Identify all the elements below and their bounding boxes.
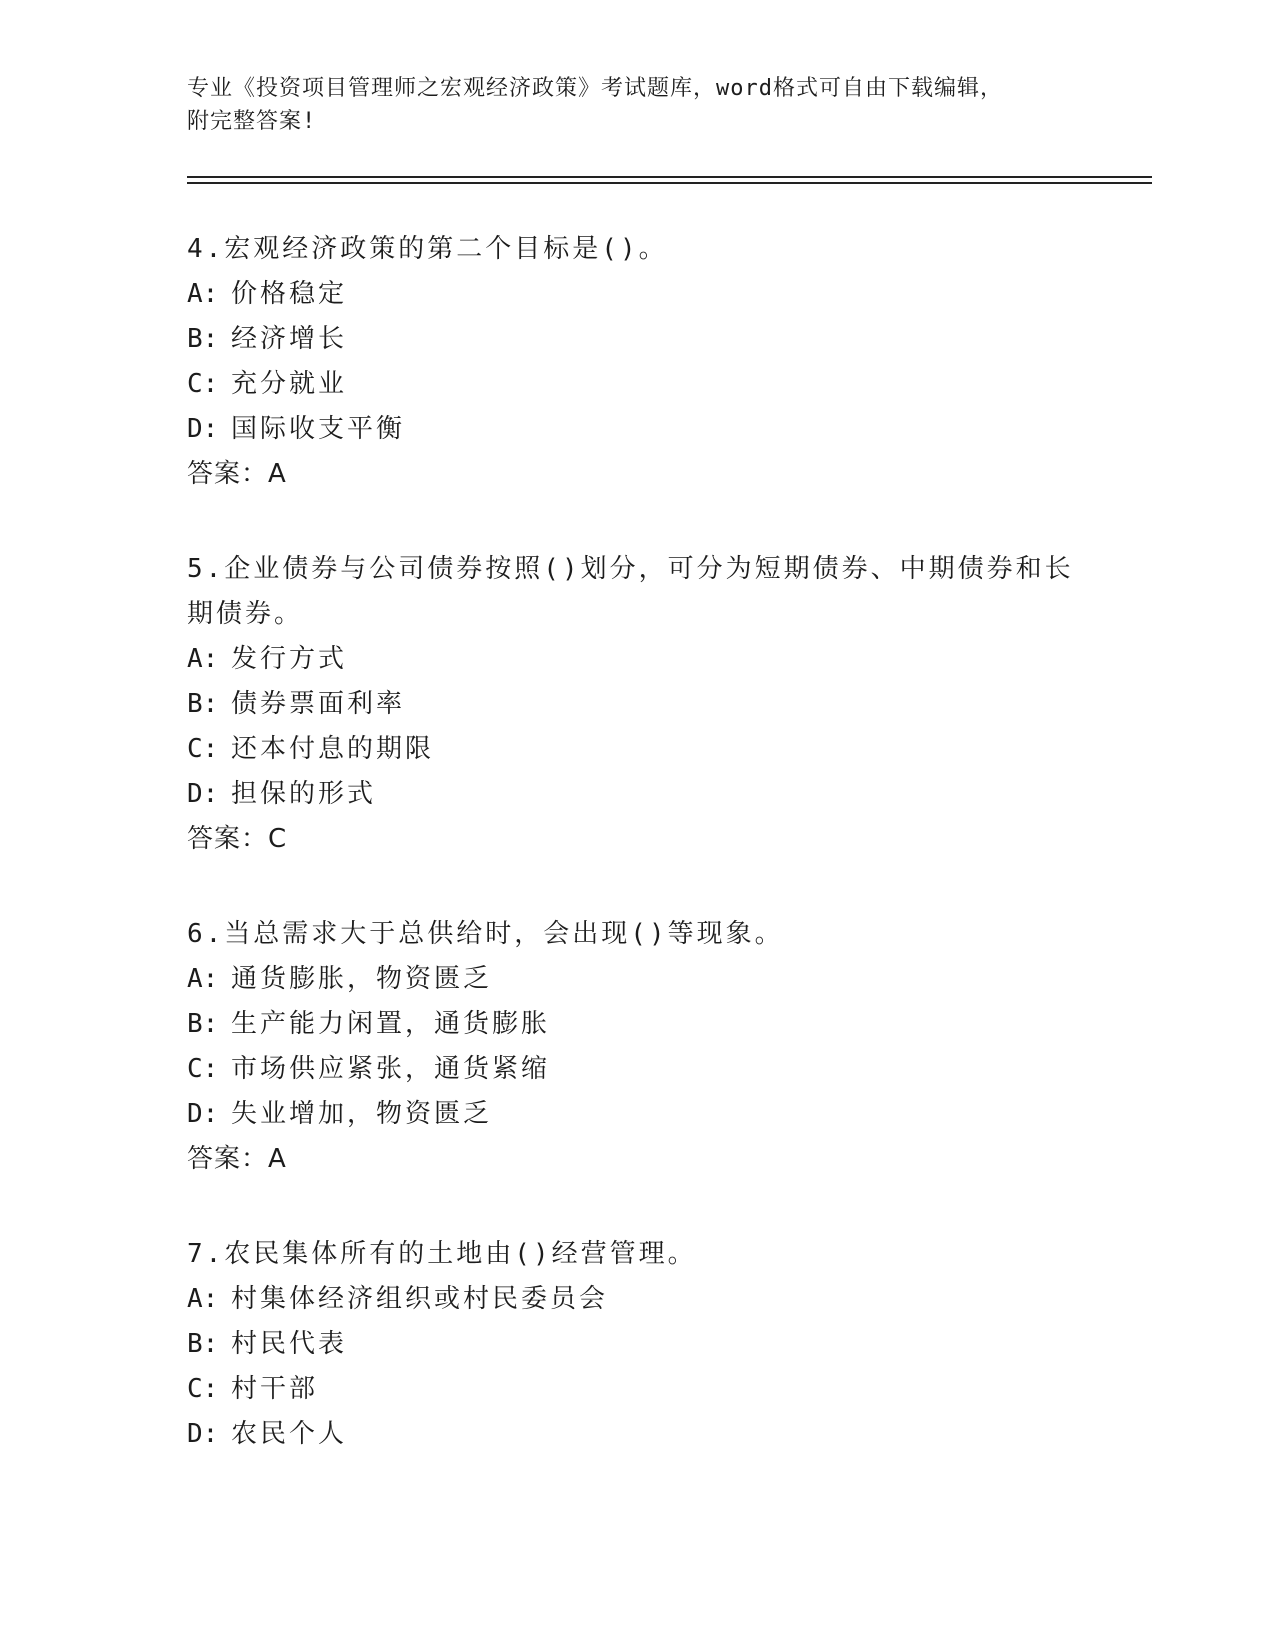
question-4 [187, 227, 1067, 497]
question-5 [187, 547, 1074, 862]
question-stem: 6.当总需求大于总供给时，会出现()等现象。 [187, 919, 784, 949]
option-key: A: [187, 279, 219, 309]
header-divider-bottom [187, 182, 1152, 184]
question-7 [187, 1232, 1067, 1457]
option-d [187, 407, 1067, 452]
question-stem: 4.宏观经济政策的第二个目标是()。 [187, 234, 668, 264]
question-stem-line-1: 5.企业债券与公司债券按照()划分，可分为短期债券、中期债券和长 [187, 554, 1074, 584]
option-text: 发行方式 [231, 644, 348, 674]
option-text: 村干部 [231, 1374, 319, 1404]
option-text: 通货膨胀，物资匮乏 [231, 964, 493, 994]
option-key: B: [187, 1329, 219, 1359]
header-line-2: 附完整答案! [187, 109, 317, 134]
option-b [187, 1002, 1067, 1047]
option-key: A: [187, 644, 219, 674]
header-line-1: 专业《投资项目管理师之宏观经济政策》考试题库，word格式可自由下载编辑， [187, 76, 1003, 101]
option-b [187, 682, 1067, 727]
option-a [187, 272, 1067, 317]
option-text: 担保的形式 [231, 779, 377, 809]
question-6 [187, 912, 1067, 1182]
option-text: 国际收支平衡 [231, 414, 406, 444]
option-key: D: [187, 779, 219, 809]
option-c [187, 727, 1067, 772]
option-text: 还本付息的期限 [231, 734, 435, 764]
option-b [187, 1322, 1067, 1367]
header-divider-top [187, 176, 1152, 178]
option-key: D: [187, 414, 219, 444]
option-key: C: [187, 1374, 219, 1404]
option-text: 失业增加，物资匮乏 [231, 1099, 493, 1129]
option-key: C: [187, 734, 219, 764]
option-c [187, 1367, 1067, 1412]
option-key: B: [187, 689, 219, 719]
option-key: C: [187, 1054, 219, 1084]
option-text: 债券票面利率 [231, 689, 406, 719]
option-text: 充分就业 [231, 369, 348, 399]
option-text: 市场供应紧张，通货紧缩 [231, 1054, 551, 1084]
option-d [187, 772, 1067, 817]
answer-line: 答案：A [187, 1144, 287, 1174]
option-key: A: [187, 1284, 219, 1314]
document-header [187, 72, 1087, 138]
option-a [187, 1277, 1067, 1322]
option-text: 经济增长 [231, 324, 348, 354]
option-key: A: [187, 964, 219, 994]
option-text: 价格稳定 [231, 279, 348, 309]
option-b [187, 317, 1067, 362]
option-text: 农民个人 [231, 1419, 348, 1449]
question-stem-line-2: 期债券。 [187, 599, 304, 629]
option-a [187, 957, 1067, 1002]
option-text: 村集体经济组织或村民委员会 [231, 1284, 609, 1314]
option-key: D: [187, 1099, 219, 1129]
option-a [187, 637, 1067, 682]
option-key: B: [187, 324, 219, 354]
option-c [187, 362, 1067, 407]
option-key: C: [187, 369, 219, 399]
answer-line: 答案：A [187, 459, 287, 489]
option-d [187, 1092, 1067, 1137]
option-text: 村民代表 [231, 1329, 348, 1359]
option-key: B: [187, 1009, 219, 1039]
question-stem: 7.农民集体所有的土地由()经营管理。 [187, 1239, 697, 1269]
option-c [187, 1047, 1067, 1092]
option-key: D: [187, 1419, 219, 1449]
answer-line: 答案：C [187, 824, 288, 854]
option-text: 生产能力闲置，通货膨胀 [231, 1009, 551, 1039]
option-d [187, 1412, 1067, 1457]
